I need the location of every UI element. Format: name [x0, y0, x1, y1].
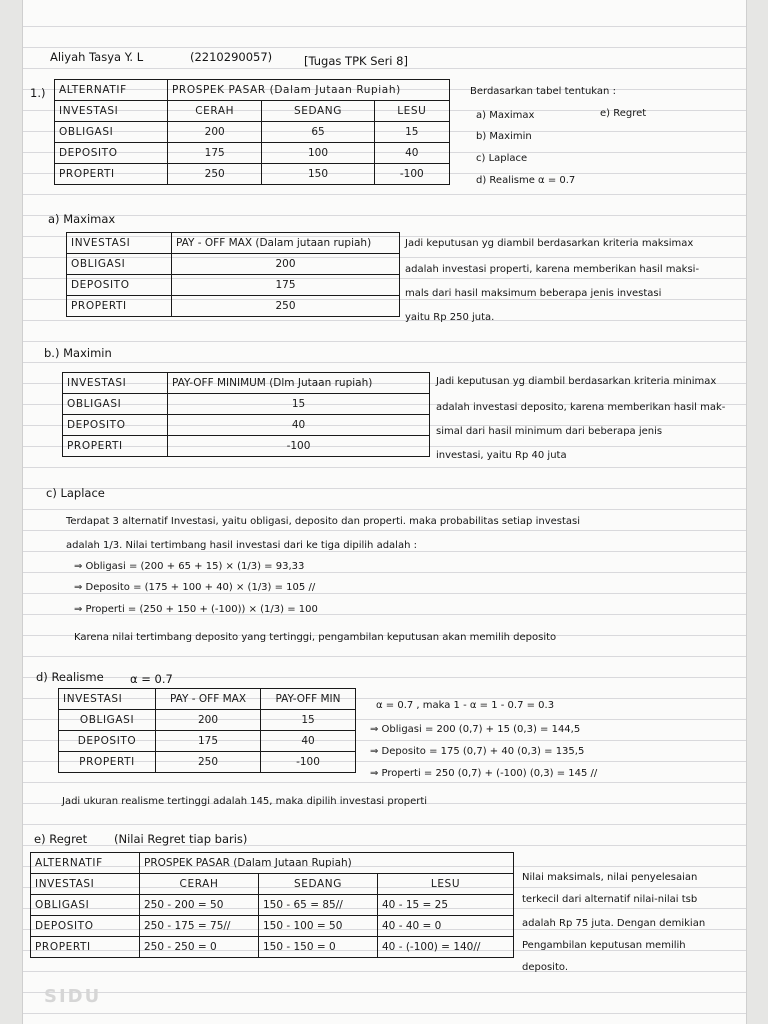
instruction-c: c) Laplace [476, 153, 528, 164]
table-row: OBLIGASI 200 15 [59, 710, 356, 731]
maximin-explain-3: simal dari hasil minimum dari beberapa jenis [436, 426, 663, 437]
table-row: OBLIGASI 250 - 200 = 50 150 - 65 = 85// 40 - 15 = 25 [31, 895, 514, 916]
table-row: PROPERTI -100 [63, 436, 430, 457]
maximax-explain-4: yaitu Rp 250 juta. [405, 312, 495, 323]
regret-heading: e) Regret [34, 832, 88, 846]
maximin-explain-2: adalah investasi deposito, karena memberikan hasil mak- [436, 402, 726, 413]
question-number: 1.) [30, 86, 46, 100]
student-name: Aliyah Tasya Y. L [50, 50, 144, 64]
table-row: DEPOSITO 40 [63, 415, 430, 436]
laplace-line-deposito: ⇒ Deposito = (175 + 100 + 40) × (1/3) = 105 // [74, 582, 316, 593]
col-cerah: CERAH [168, 101, 262, 122]
realisme-calc-deposito: ⇒ Deposito = 175 (0,7) + 40 (0,3) = 135,5 [370, 746, 585, 757]
col-lesu: LESU [374, 101, 449, 122]
table-row: PROPERTI 250 -100 [59, 752, 356, 773]
header-alternatif: ALTERNATIF [55, 80, 168, 101]
col-sedang: SEDANG [262, 101, 374, 122]
laplace-intro-1: Terdapat 3 alternatif Investasi, yaitu obligasi, deposito dan properti. maka probabilitas setiap investasi [66, 516, 581, 527]
regret-table: ALTERNATIF PROSPEK PASAR (Dalam Jutaan Rupiah) INVESTASI CERAH SEDANG LESU OBLIGASI 250 - 200 = 50 150 - 65 = 85// 40 - 15 = 25 DEPOSITO 250 - 175 = 75// 150 - 100 = 50 40 - 40 = 0 PROPERTI 250 - 250 = 0 150 - 150 = 0 40 - (-100) = 140// [30, 852, 514, 958]
instruction-e: e) Regret [600, 108, 647, 119]
prospect-table [54, 79, 450, 185]
regret-note: (Nilai Regret tiap baris) [114, 832, 248, 846]
table-row: OBLIGASI 200 [67, 254, 400, 275]
maximax-explain-1: Jadi keputusan yg diambil berdasarkan kriteria maksimax [405, 238, 694, 249]
maximin-heading: b.) Maximin [44, 346, 112, 360]
realisme-alpha-line: α = 0.7 , maka 1 - α = 1 - 0.7 = 0.3 [376, 700, 555, 711]
maximin-table: INVESTASI PAY-OFF MINIMUM (Dlm Jutaan rupiah) OBLIGASI 15 DEPOSITO 40 PROPERTI -100 [62, 372, 430, 457]
realisme-conclusion: Jadi ukuran realisme tertinggi adalah 145, maka dipilih investasi properti [62, 796, 428, 807]
student-nim: (2210290057) [190, 50, 273, 64]
table-row: DEPOSITO 175 [67, 275, 400, 296]
maximax-explain-3: mals dari hasil maksimum beberapa jenis investasi [405, 288, 662, 299]
regret-explain-2: terkecil dari alternatif nilai-nilai tsb [522, 894, 698, 905]
table-row: OBLIGASI 200 65 15 [55, 122, 450, 143]
table-row: DEPOSITO 250 - 175 = 75// 150 - 100 = 50 40 - 40 = 0 [31, 916, 514, 937]
instruction-intro: Berdasarkan tabel tentukan : [470, 86, 616, 97]
regret-explain-3: adalah Rp 75 juta. Dengan demikian [522, 918, 706, 929]
realisme-table: INVESTASI PAY - OFF MAX PAY-OFF MIN OBLIGASI 200 15 DEPOSITO 175 40 PROPERTI 250 -100 [58, 688, 356, 773]
instruction-d: d) Realisme α = 0.7 [476, 175, 576, 186]
header-investasi: INVESTASI [55, 101, 168, 122]
realisme-calc-obligasi: ⇒ Obligasi = 200 (0,7) + 15 (0,3) = 144,5 [370, 724, 581, 735]
laplace-heading: c) Laplace [46, 486, 105, 500]
table-row: PROPERTI 250 - 250 = 0 150 - 150 = 0 40 - (-100) = 140// [31, 937, 514, 958]
table-row: PROPERTI 250 [67, 296, 400, 317]
realisme-heading: d) Realisme [36, 670, 104, 684]
maximax-explain-2: adalah investasi properti, karena memberikan hasil maksi- [405, 264, 700, 275]
header-prospek: PROSPEK PASAR (Dalam Jutaan Rupiah) [168, 80, 450, 101]
table-row: OBLIGASI 15 [63, 394, 430, 415]
maximin-explain-1: Jadi keputusan yg diambil berdasarkan kriteria minimax [436, 376, 717, 387]
laplace-conclusion: Karena nilai tertimbang deposito yang tertinggi, pengambilan keputusan akan memilih deposito [74, 632, 557, 643]
maximin-explain-4: investasi, yaitu Rp 40 juta [436, 450, 567, 461]
regret-explain-5: deposito. [522, 962, 568, 973]
task-title: [Tugas TPK Seri 8] [304, 54, 408, 68]
instruction-a: a) Maximax [476, 110, 535, 121]
laplace-line-obligasi: ⇒ Obligasi = (200 + 65 + 15) × (1/3) = 93,33 [74, 561, 305, 572]
realisme-calc-properti: ⇒ Properti = 250 (0,7) + (-100) (0,3) = 145 // [370, 768, 598, 779]
laplace-line-properti: ⇒ Properti = (250 + 150 + (-100)) × (1/3) = 100 [74, 604, 318, 615]
brand-watermark: SIDU [44, 986, 102, 1007]
maximax-heading: a) Maximax [48, 212, 116, 226]
regret-explain-4: Pengambilan keputusan memilih [522, 940, 686, 951]
regret-explain-1: Nilai maksimals, nilai penyelesaian [522, 872, 698, 883]
table-row: DEPOSITO 175 40 [59, 731, 356, 752]
table-row: PROPERTI 250 150 -100 [55, 164, 450, 185]
table-row: DEPOSITO 175 100 40 [55, 143, 450, 164]
realisme-alpha: α = 0.7 [130, 672, 173, 686]
laplace-intro-2: adalah 1/3. Nilai tertimbang hasil investasi dari ke tiga dipilih adalah : [66, 540, 417, 551]
maximax-table: INVESTASI PAY - OFF MAX (Dalam jutaan rupiah) OBLIGASI 200 DEPOSITO 175 PROPERTI 250 [66, 232, 400, 317]
instruction-b: b) Maximin [476, 131, 532, 142]
